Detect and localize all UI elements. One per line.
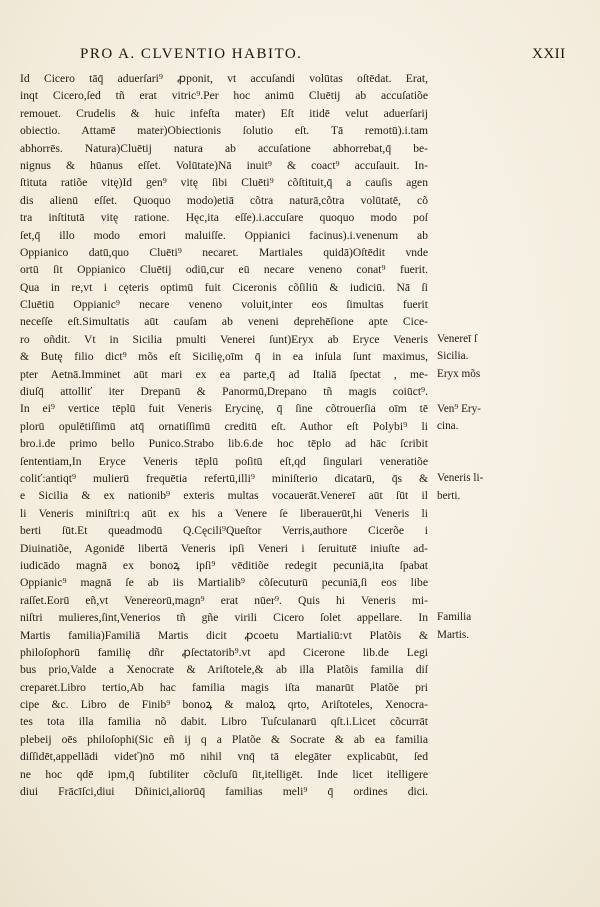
margin-note: cina. [437, 420, 459, 432]
text-line: remouet. Crudelis & huic infeſta mater) Eſt itidē velut aduerſarij [20, 106, 428, 120]
text-line: tes tota illa familia nõ dabit. Libro Tuſculanarū qſt.i.Licet cõcurrāt [20, 715, 428, 729]
text-line: diui Frācīſci,diui Dñinici,aliorūq̄ familias meli⁹ q̄ ordines dici. [20, 785, 428, 799]
text-line: ſet,q̄ illo modo emori maluiſſe. Oppianici facinus).i.venenum ab [20, 228, 428, 242]
margin-note: Veneris li- [437, 472, 484, 485]
text-line: Id Cicero tāq̄ aduerſari⁹ ꝓponit, vt accuſandi volūtas oſtēdat. Erat, [20, 72, 428, 85]
text-line: iudicādo magnā ex bonoꝝ ipſi⁹ vēditiõe redegit pecuniā,ita ſpabat [20, 558, 428, 572]
commentary-text-block [20, 70, 428, 800]
text-line: raſſet.Eorū eñ,vt Venereorū,magn⁹ erat nūer⁹. Quis hi Veneris mi- [20, 593, 428, 607]
text-line: Cluētiū Oppianic⁹ necare veneno voluit,inter eos ſimultas fuerit [20, 298, 428, 312]
text-line: cipe &c. Libro de Finib⁹ bonoꝝ & maloꝝ qrto, Ariſtoteles, Xenocra- [20, 698, 428, 712]
text-line: nignus & hūanus eſſet. Volūtate)Nā inuit⁹ & coact⁹ accuſauit. In- [20, 158, 428, 172]
text-line: dis alienū eſſet. Quoquo modo)etiā cõtra naturā,cõtra volūtatē, cõ [20, 193, 428, 207]
text-line: berti ſūt.Et queadmodū Q.Cęcili⁹Queſtor Verris,authore Cicerõe i [20, 524, 428, 538]
text-line: bro.i.de primo bello Punico.Strabo lib.6.de hoc tēplo ad hāc ſcribit [20, 437, 428, 451]
margin-note: Venereī ſ [437, 333, 478, 345]
text-line: inqt Cicero,ſed tñ erat vitric⁹.Per hoc animū Cluētij ab accuſatiõe [20, 89, 428, 103]
margin-note: Ven⁹ Ery- [437, 402, 481, 415]
text-line: abhorrēs. Natura)Cluētij natura ab accuſatione abhorrebat,q̄ be- [20, 141, 428, 155]
text-line: plebeij oēs philoſophi(Sic eñ ij q a Platõe & Socrate & ab ea familia [20, 732, 428, 746]
text-line: coliť:antiqt⁹ mulierū frequētia refertū,illi⁹ miniſterio dicatarū, q̄s & [20, 471, 428, 485]
text-line: bus prio,Valde a Xenocrate & Ariſtotele,& ab illa Platõis familia diſ [20, 663, 428, 677]
text-line: diſſidēt,appellādi videť)nō mō nihil vnq̄ tā elegāter explicabūt, ſed [20, 750, 428, 764]
text-line: ne hoc qdē ipm,q̄ ſubtiliter cõcluſū ſit,itelligēt. Inde licet itelligere [20, 767, 428, 781]
text-line: creparet.Libro tertio,Ab hac familia magis iſta manarūt Platõe pri [20, 680, 428, 694]
margin-note: Familia [437, 611, 472, 624]
text-line: li Veneris miniſtri:q aūt ex his a Venere ſe liberauerūt,hi Veneris li [20, 506, 428, 520]
text-line: diuſq̄ attolliť iter Drepanū & Panormū,Drepano tñ magis coiūct⁹. [20, 385, 428, 399]
text-line: ſtituta ratiõe vitę)Id gen⁹ vitę ſibi Cluēti⁹ cõſtituit,q̄ a cauſis agen [20, 176, 428, 190]
text-line: Qua in re,vt i cęteris optimū fuit Ciceronis cõſiliū & iudiciū. Nā ſi [20, 280, 428, 294]
margin-note: Sicilia. [437, 350, 469, 363]
folio-number: XXII [532, 46, 566, 62]
text-line: ſententiam,In Eryce Veneris tēplū poſitū eſt,qd ſingulari veneratiõe [20, 454, 428, 468]
text-line: Martis familia)Familiā Martis dicit ꝓcoetu Martialiū:vt Platõis & [20, 628, 428, 642]
text-line: ro oñdit. Vt in Sicilia pmulti Venerei ſunt)Eryx ab Eryce Veneris [20, 332, 428, 346]
text-line: pter Aetnā.Imminet aūt mari ex ea parte,q̄ ad Italiā ſpectat , me- [20, 367, 428, 381]
text-line: philoſophorū familię dñr ꝓſectatorib⁹.vt apd Cicerone lib.de Legi [20, 645, 428, 659]
page-header [0, 46, 600, 68]
margin-note: berti. [437, 489, 461, 502]
margin-note: Martis. [437, 628, 470, 641]
text-line: & Butę filio dict⁹ mõs eſt Sicilię,oīm q̄ in ea inſula ſunt maximus, [20, 350, 428, 364]
running-head: PRO A. CLVENTIO HABITO. [80, 46, 303, 62]
text-line: plorū opulētiſſimū atq̄ ornatiſſimū creditū eſt. Author eſt Polybi⁹ li [20, 419, 428, 433]
text-line: obiectio. Attamē mater)Obiectionis ſolutio eſt. Tā remotū).i.tam [20, 124, 428, 138]
text-line: Diuinatiõe, Agonidē libertā Veneris ipſi Veneri i ſeruitutē iniuſte ad- [20, 541, 428, 555]
margin-note: Eryx mõs [437, 367, 481, 380]
text-line: neceſſe eſt.Simultatis aūt cauſam ab veneni deprehēſione apte Cice- [20, 315, 428, 329]
text-line: niſtri mulieres,ſint,Venerios tñ gñe virili Cicero ſolet appellare. In [20, 611, 428, 625]
text-line: e Sicilia & ex nationib⁹ exteris multas vocauerāt.Venereī aūt ſūt il [20, 489, 428, 503]
text-line: ortū ſit Oppianico Cluētij odiū,cur eū necare veneno conat⁹ fuerit. [20, 263, 428, 277]
text-line: tra inſtitutā vitę ratione. Hęc,ita eſſe).i.accuſare quoquo modo poſ [20, 211, 428, 225]
text-line: In ei⁹ vertice tēplū fuit Veneris Erycinę, q̄ ſine cõtrouerſia oīm tē [20, 402, 428, 416]
text-line: Oppianico datū,quo Cluēti⁹ necaret. Martiales quidā)Oſtēdit vnde [20, 245, 428, 259]
text-line: Oppianic⁹ magnā ſe ab iis Martialib⁹ cõſecuturū pecuniā,ſi eos libe [20, 576, 428, 590]
